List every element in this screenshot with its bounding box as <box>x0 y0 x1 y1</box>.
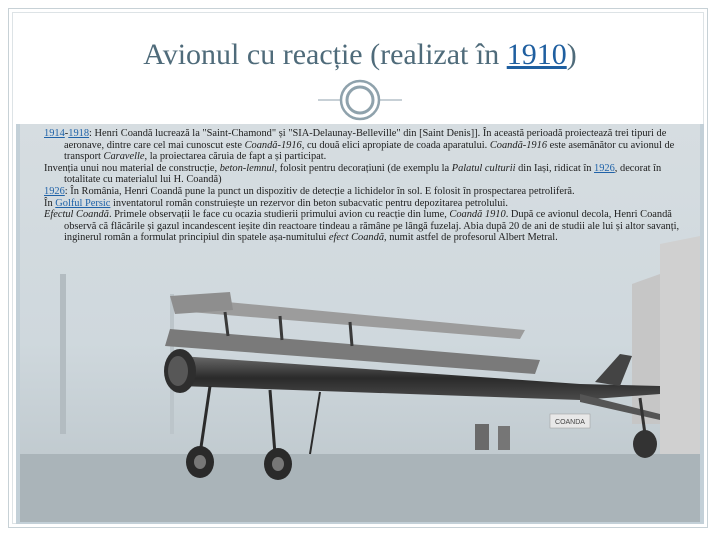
italic-text: efect Coandă <box>328 232 385 244</box>
italic-text: Coandă 1910 <box>449 209 506 221</box>
link-1914[interactable]: 1914 <box>44 128 65 139</box>
text-block <box>44 128 692 244</box>
text: Invenția unui nou material de construcție, <box>44 162 220 174</box>
link-1926-start[interactable]: 1926 <box>44 185 65 197</box>
text: : În România, Henri Coandă pune la punct un dispozitiv de detecție a lichidelor în sol. E folosit în prospectarea petroliferă. <box>64 185 575 197</box>
text: , folosit pentru decorațiuni (de exemplu la <box>274 162 452 174</box>
paragraph-beton-lemn <box>44 163 692 186</box>
text: din Iași, ridicat în <box>515 162 595 174</box>
aircraft-sign-text: COANDA <box>555 419 585 426</box>
text: : Henri Coandă lucrează la "Saint-Chamond" și "SIA-Delaunay-Belleville" din [Saint Denis]]. În această perioadă proiectează trei tipuri de aeronave, dintre care cel mai cunoscut este <box>64 128 667 151</box>
italic-text: Caravelle <box>103 151 145 163</box>
text: inventatorul român construiește un rezervor din beton subacvatic pentru depozitarea petrolului. <box>110 197 508 209</box>
text: În <box>44 197 56 209</box>
text: , cu două elici apropiate de coada aparatului. <box>301 139 490 151</box>
paragraph-1926 <box>44 186 692 198</box>
title-prefix: Avionul cu reacție (realizat în <box>143 38 507 71</box>
title-year-link[interactable]: 1910 <box>506 38 567 71</box>
paragraph-efectul-coanda <box>44 209 692 244</box>
text: , decorat în totalitate cu materialul lui H. Coandă) <box>64 162 662 186</box>
circle-ornament-icon <box>318 78 402 122</box>
link-1918[interactable]: 1918 <box>68 128 90 139</box>
text: este asemănător cu avionul de transport <box>64 139 675 163</box>
italic-text: beton-lemnul <box>219 162 275 174</box>
paragraph-golful-persic <box>44 198 692 210</box>
italic-text: Coandă-1916 <box>244 139 302 151</box>
title-suffix: ) <box>566 38 577 71</box>
dash: - <box>64 128 69 139</box>
link-1926[interactable]: 1926 <box>594 162 615 174</box>
text: , la proiectarea căruia de fapt a și participat. <box>144 151 327 163</box>
link-golful-persic[interactable]: Golful Persic <box>55 197 111 209</box>
italic-text: Coandă-1916 <box>489 139 548 151</box>
text: . Primele observații le face cu ocazia studierii primului avion cu reacție din lume, <box>108 209 450 221</box>
paragraph-1914-1918 <box>44 128 692 163</box>
text: . După ce avionul decola, Henri Coandă observă că flăcările și gazul incandescent ieșite din reactoare tindeau a rămâne pe lângă fuzelaj. Abia după 20 de ani de studii ale lui și altor savanți, inginerul român a formulat principiul din spatele așa-numitului <box>64 209 680 244</box>
italic-text: Efectul Coandă <box>44 209 109 221</box>
text: , numit astfel de profesorul Albert Metral. <box>384 232 558 244</box>
page-title <box>0 38 720 72</box>
italic-text: Palatul culturii <box>451 162 516 174</box>
